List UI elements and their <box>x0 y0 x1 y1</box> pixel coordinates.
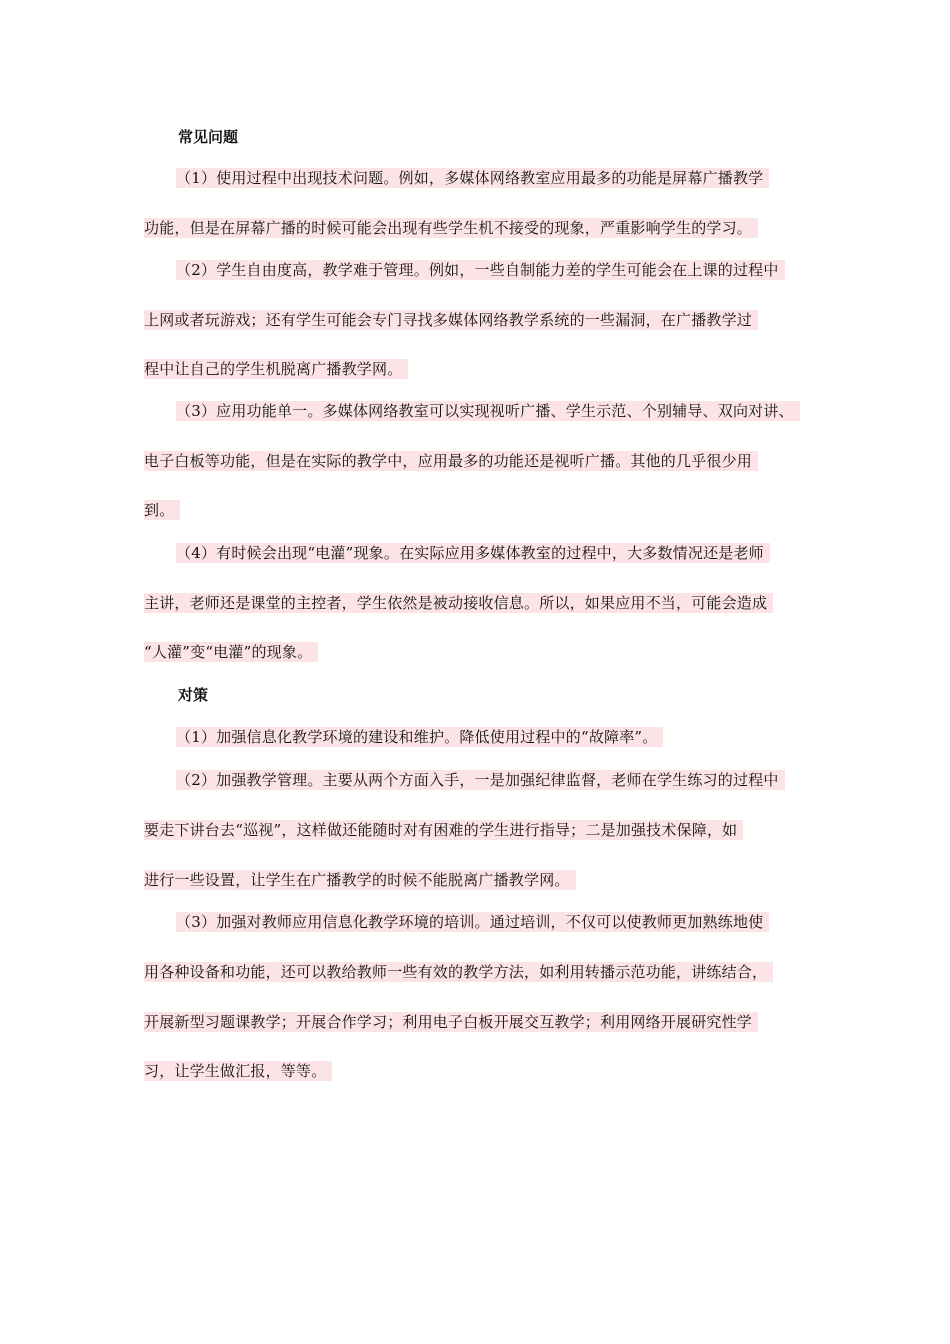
problem-2-line-2: 上网或者玩游戏；还有学生可能会专门寻找多媒体网络教学系统的一些漏洞，在广播教学过 <box>144 310 758 330</box>
problem-3-line-2: 电子白板等功能，但是在实际的教学中，应用最多的功能还是视听广播。其他的几乎很少用 <box>144 451 758 471</box>
problem-2-line-3: 程中让自己的学生机脱离广播教学网。 <box>144 359 408 379</box>
problems-heading: 常见问题 <box>178 128 239 146</box>
problem-4-line-1: （4）有时候会出现“电灌”现象。在实际应用多媒体教室的过程中，大多数情况还是老师 <box>176 543 770 563</box>
solution-2-line-1: （2）加强教学管理。主要从两个方面入手，一是加强纪律监督，老师在学生练习的过程中 <box>176 770 785 790</box>
solution-2-line-2: 要走下讲台去“巡视”，这样做还能随时对有困难的学生进行指导；二是加强技术保障，如 <box>144 820 743 840</box>
problem-4-line-2: 主讲，老师还是课堂的主控者，学生依然是被动接收信息。所以，如果应用不当，可能会造成 <box>144 593 773 613</box>
solutions-heading: 对策 <box>178 686 209 704</box>
problem-3-line-1: （3）应用功能单一。多媒体网络教室可以实现视听广播、学生示范、个别辅导、双向对讲、 <box>176 401 800 421</box>
problem-4-line-3: “人灌”变“电灌”的现象。 <box>144 642 318 662</box>
problem-2-line-1: （2）学生自由度高，教学难于管理。例如，一些自制能力差的学生可能会在上课的过程中 <box>176 260 785 280</box>
problem-1-line-2: 功能，但是在屏幕广播的时候可能会出现有些学生机不接受的现象，严重影响学生的学习。 <box>144 218 758 238</box>
solution-3-line-3: 开展新型习题课教学；开展合作学习；利用电子白板开展交互教学；利用网络开展研究性学 <box>144 1012 758 1032</box>
solution-3-line-4: 习，让学生做汇报，等等。 <box>144 1061 332 1081</box>
solution-3-line-1: （3）加强对教师应用信息化教学环境的培训。通过培训，不仅可以使教师更加熟练地使 <box>176 912 769 932</box>
solution-1-line-1: （1）加强信息化教学环境的建设和维护。降低使用过程中的“故障率”。 <box>176 727 663 747</box>
problem-1-line-1: （1）使用过程中出现技术问题。例如，多媒体网络教室应用最多的功能是屏幕广播教学 <box>176 168 769 188</box>
problem-3-line-3: 到。 <box>144 500 180 520</box>
solution-2-line-3: 进行一些设置，让学生在广播教学的时候不能脱离广播教学网。 <box>144 870 576 890</box>
solution-3-line-2: 用各种设备和功能，还可以教给教师一些有效的教学方法，如利用转播示范功能，讲练结合， <box>144 962 773 982</box>
